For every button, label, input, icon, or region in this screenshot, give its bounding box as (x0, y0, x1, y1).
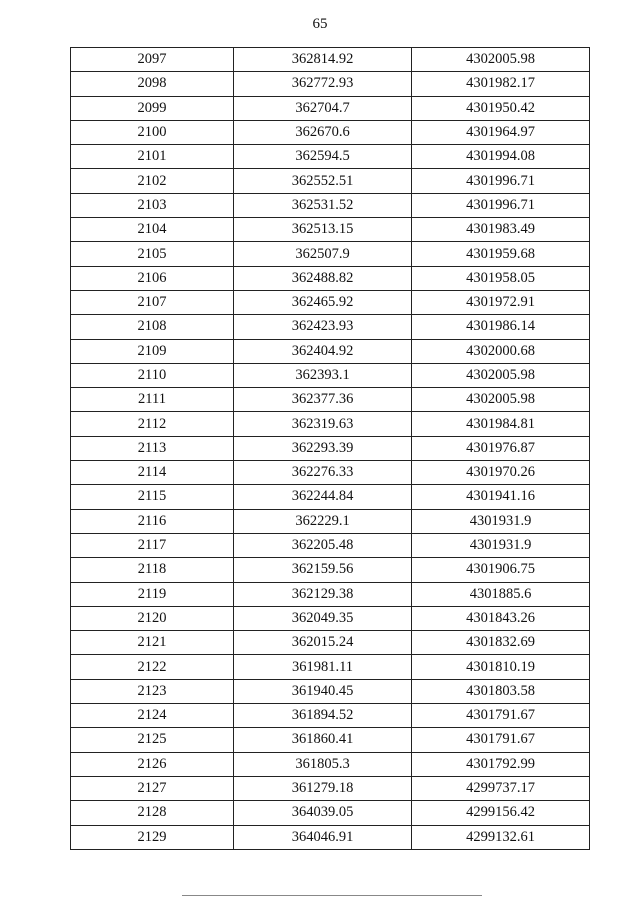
table-row (71, 461, 590, 485)
y-coordinate-cell: 4301803.58 (412, 679, 590, 703)
x-coordinate-cell: 362015.24 (234, 631, 412, 655)
point-number-cell: 2125 (71, 728, 234, 752)
y-coordinate-cell: 4301976.87 (412, 436, 590, 460)
y-coordinate-cell: 4301792.99 (412, 752, 590, 776)
x-coordinate-cell: 362552.51 (234, 169, 412, 193)
x-coordinate-cell: 362465.92 (234, 290, 412, 314)
x-coordinate-cell: 362772.93 (234, 72, 412, 96)
y-coordinate-cell: 4301843.26 (412, 606, 590, 630)
y-coordinate-cell: 4301791.67 (412, 728, 590, 752)
point-number-cell: 2116 (71, 509, 234, 533)
page-number: 65 (312, 16, 328, 32)
table-row (71, 120, 590, 144)
table-row (71, 339, 590, 363)
x-coordinate-cell: 361981.11 (234, 655, 412, 679)
table-row (71, 825, 590, 849)
y-coordinate-cell: 4301986.14 (412, 315, 590, 339)
x-coordinate-cell: 362704.7 (234, 96, 412, 120)
x-coordinate-cell: 362404.92 (234, 339, 412, 363)
y-coordinate-cell: 4301982.17 (412, 72, 590, 96)
point-number-cell: 2128 (71, 801, 234, 825)
y-coordinate-cell: 4302005.98 (412, 48, 590, 72)
table-row (71, 801, 590, 825)
table-row (71, 752, 590, 776)
table-row (71, 704, 590, 728)
y-coordinate-cell: 4301931.9 (412, 509, 590, 533)
table-row (71, 72, 590, 96)
point-number-cell: 2101 (71, 145, 234, 169)
point-number-cell: 2110 (71, 363, 234, 387)
point-number-cell: 2122 (71, 655, 234, 679)
y-coordinate-cell: 4301950.42 (412, 96, 590, 120)
y-coordinate-cell: 4301964.97 (412, 120, 590, 144)
point-number-cell: 2118 (71, 558, 234, 582)
point-number-cell: 2123 (71, 679, 234, 703)
table-row (71, 655, 590, 679)
table-row (71, 533, 590, 557)
x-coordinate-cell: 362229.1 (234, 509, 412, 533)
table-row (71, 776, 590, 800)
y-coordinate-cell: 4301984.81 (412, 412, 590, 436)
table-row (71, 315, 590, 339)
y-coordinate-cell: 4301832.69 (412, 631, 590, 655)
y-coordinate-cell: 4301970.26 (412, 461, 590, 485)
point-number-cell: 2109 (71, 339, 234, 363)
point-number-cell: 2119 (71, 582, 234, 606)
y-coordinate-cell: 4301972.91 (412, 290, 590, 314)
x-coordinate-cell: 362513.15 (234, 218, 412, 242)
point-number-cell: 2129 (71, 825, 234, 849)
table-row (71, 558, 590, 582)
y-coordinate-cell: 4299132.61 (412, 825, 590, 849)
y-coordinate-cell: 4301941.16 (412, 485, 590, 509)
y-coordinate-cell: 4301791.67 (412, 704, 590, 728)
x-coordinate-cell: 362244.84 (234, 485, 412, 509)
y-coordinate-cell: 4301994.08 (412, 145, 590, 169)
point-number-cell: 2126 (71, 752, 234, 776)
y-coordinate-cell: 4301983.49 (412, 218, 590, 242)
point-number-cell: 2097 (71, 48, 234, 72)
x-coordinate-cell: 362129.38 (234, 582, 412, 606)
point-number-cell: 2105 (71, 242, 234, 266)
y-coordinate-cell: 4299156.42 (412, 801, 590, 825)
point-number-cell: 2114 (71, 461, 234, 485)
point-number-cell: 2102 (71, 169, 234, 193)
x-coordinate-cell: 362488.82 (234, 266, 412, 290)
table-row (71, 679, 590, 703)
x-coordinate-cell: 361805.3 (234, 752, 412, 776)
table-row (71, 631, 590, 655)
x-coordinate-cell: 362377.36 (234, 388, 412, 412)
table-row (71, 169, 590, 193)
x-coordinate-cell: 362276.33 (234, 461, 412, 485)
y-coordinate-cell: 4302005.98 (412, 363, 590, 387)
y-coordinate-cell: 4302005.98 (412, 388, 590, 412)
x-coordinate-cell: 364039.05 (234, 801, 412, 825)
coordinates-table (70, 47, 590, 850)
point-number-cell: 2124 (71, 704, 234, 728)
point-number-cell: 2106 (71, 266, 234, 290)
point-number-cell: 2115 (71, 485, 234, 509)
table-row (71, 728, 590, 752)
x-coordinate-cell: 362319.63 (234, 412, 412, 436)
x-coordinate-cell: 361894.52 (234, 704, 412, 728)
x-coordinate-cell: 362507.9 (234, 242, 412, 266)
table-row (71, 193, 590, 217)
table-row (71, 485, 590, 509)
y-coordinate-cell: 4301996.71 (412, 169, 590, 193)
table-row (71, 218, 590, 242)
table-row (71, 290, 590, 314)
table-row (71, 96, 590, 120)
point-number-cell: 2103 (71, 193, 234, 217)
table-body (71, 48, 590, 850)
y-coordinate-cell: 4301958.05 (412, 266, 590, 290)
y-coordinate-cell: 4301810.19 (412, 655, 590, 679)
table-row (71, 48, 590, 72)
point-number-cell: 2104 (71, 218, 234, 242)
point-number-cell: 2100 (71, 120, 234, 144)
table-row (71, 412, 590, 436)
table-row (71, 436, 590, 460)
x-coordinate-cell: 362594.5 (234, 145, 412, 169)
point-number-cell: 2107 (71, 290, 234, 314)
x-coordinate-cell: 362205.48 (234, 533, 412, 557)
x-coordinate-cell: 362049.35 (234, 606, 412, 630)
y-coordinate-cell: 4299737.17 (412, 776, 590, 800)
y-coordinate-cell: 4301885.6 (412, 582, 590, 606)
x-coordinate-cell: 362159.56 (234, 558, 412, 582)
footer-rule (182, 895, 482, 896)
x-coordinate-cell: 362814.92 (234, 48, 412, 72)
table-row (71, 582, 590, 606)
x-coordinate-cell: 364046.91 (234, 825, 412, 849)
point-number-cell: 2117 (71, 533, 234, 557)
point-number-cell: 2127 (71, 776, 234, 800)
point-number-cell: 2120 (71, 606, 234, 630)
point-number-cell: 2099 (71, 96, 234, 120)
table-row (71, 145, 590, 169)
table-row (71, 242, 590, 266)
table-row (71, 388, 590, 412)
y-coordinate-cell: 4301959.68 (412, 242, 590, 266)
y-coordinate-cell: 4301906.75 (412, 558, 590, 582)
point-number-cell: 2108 (71, 315, 234, 339)
x-coordinate-cell: 362393.1 (234, 363, 412, 387)
x-coordinate-cell: 361940.45 (234, 679, 412, 703)
x-coordinate-cell: 362423.93 (234, 315, 412, 339)
table-row (71, 266, 590, 290)
x-coordinate-cell: 362293.39 (234, 436, 412, 460)
table-row (71, 509, 590, 533)
point-number-cell: 2121 (71, 631, 234, 655)
x-coordinate-cell: 362670.6 (234, 120, 412, 144)
y-coordinate-cell: 4301996.71 (412, 193, 590, 217)
x-coordinate-cell: 361279.18 (234, 776, 412, 800)
table-row (71, 363, 590, 387)
point-number-cell: 2098 (71, 72, 234, 96)
x-coordinate-cell: 362531.52 (234, 193, 412, 217)
table-row (71, 606, 590, 630)
point-number-cell: 2113 (71, 436, 234, 460)
point-number-cell: 2112 (71, 412, 234, 436)
x-coordinate-cell: 361860.41 (234, 728, 412, 752)
point-number-cell: 2111 (71, 388, 234, 412)
y-coordinate-cell: 4301931.9 (412, 533, 590, 557)
y-coordinate-cell: 4302000.68 (412, 339, 590, 363)
